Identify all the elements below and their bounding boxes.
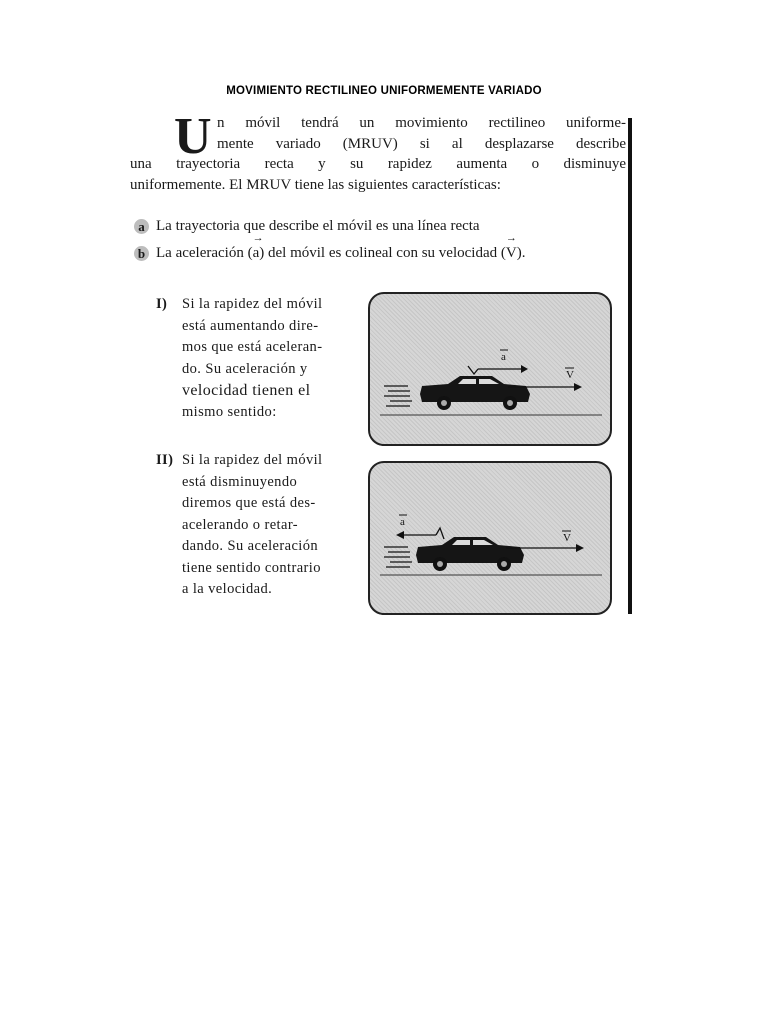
drop-cap: U bbox=[174, 108, 212, 165]
intro-line: una trayectoria recta y su rapidez aumenta o disminuye bbox=[130, 156, 626, 172]
case-line: está aumentando dire- bbox=[182, 317, 319, 334]
accel-symbol: → a bbox=[253, 245, 260, 262]
bullet-a: a bbox=[134, 219, 149, 234]
intro-line: n móvil tendrá un movimiento rectilineo uniforme- bbox=[217, 115, 626, 131]
accel-label: a bbox=[400, 516, 405, 528]
case-line: Si la rapidez del móvil bbox=[182, 296, 323, 312]
case-line: Si la rapidez del móvil bbox=[182, 452, 323, 468]
case-line: tiene sentido contrario bbox=[182, 559, 321, 576]
case-2-paragraph bbox=[156, 450, 372, 601]
accel-label: a bbox=[501, 351, 506, 363]
decelerating-car-svg bbox=[370, 463, 610, 613]
car-icon bbox=[416, 537, 524, 571]
bullet-b: b bbox=[134, 246, 149, 261]
velocity-label: V bbox=[563, 532, 571, 544]
intro-paragraph bbox=[130, 108, 626, 195]
characteristic-a bbox=[134, 218, 480, 235]
case-1-paragraph bbox=[156, 294, 372, 423]
car-icon bbox=[420, 376, 530, 410]
case-line: está disminuyendo bbox=[182, 473, 298, 490]
characteristic-b bbox=[134, 245, 525, 262]
characteristic-a-text: La trayectoria que describe el móvil es una línea recta bbox=[156, 218, 480, 234]
page-title: MOVIMIENTO RECTILINEO UNIFORMEMENTE VARIADO bbox=[226, 85, 542, 97]
case-1-number: I) bbox=[156, 296, 168, 312]
case-line: acelerando o retar- bbox=[182, 516, 298, 533]
case-line: do. Su aceleración y bbox=[182, 360, 308, 377]
characteristic-b-text-2: ) del móvil es colineal con su velocidad ( bbox=[259, 245, 506, 261]
acceleration-arrow bbox=[396, 528, 444, 539]
acceleration-arrow bbox=[468, 365, 528, 374]
motion-lines bbox=[384, 547, 412, 567]
accelerating-car-svg bbox=[370, 294, 610, 444]
intro-line: mente variado (MRUV) si al desplazarse describe bbox=[217, 135, 626, 152]
velocity-symbol: → V bbox=[506, 245, 517, 262]
case-line: diremos que está des- bbox=[182, 495, 316, 511]
case-line: mos que está aceleran- bbox=[182, 339, 323, 355]
decelerating-car-illustration bbox=[368, 461, 612, 615]
characteristic-b-text-1: La aceleración ( bbox=[156, 245, 253, 261]
accelerating-car-illustration bbox=[368, 292, 612, 446]
case-line: a la velocidad. bbox=[182, 581, 273, 597]
motion-lines bbox=[384, 386, 412, 406]
case-line: dando. Su aceleración bbox=[182, 538, 319, 554]
velocity-label: V bbox=[566, 369, 574, 381]
case-line: mismo sentido: bbox=[182, 403, 277, 420]
margin-rule bbox=[628, 118, 632, 614]
intro-line: uniformemente. El MRUV tiene las siguientes características: bbox=[130, 176, 501, 193]
characteristic-b-text-3: ). bbox=[516, 245, 526, 261]
case-line: velocidad tienen el bbox=[182, 382, 311, 399]
case-2-number: II) bbox=[156, 452, 174, 468]
